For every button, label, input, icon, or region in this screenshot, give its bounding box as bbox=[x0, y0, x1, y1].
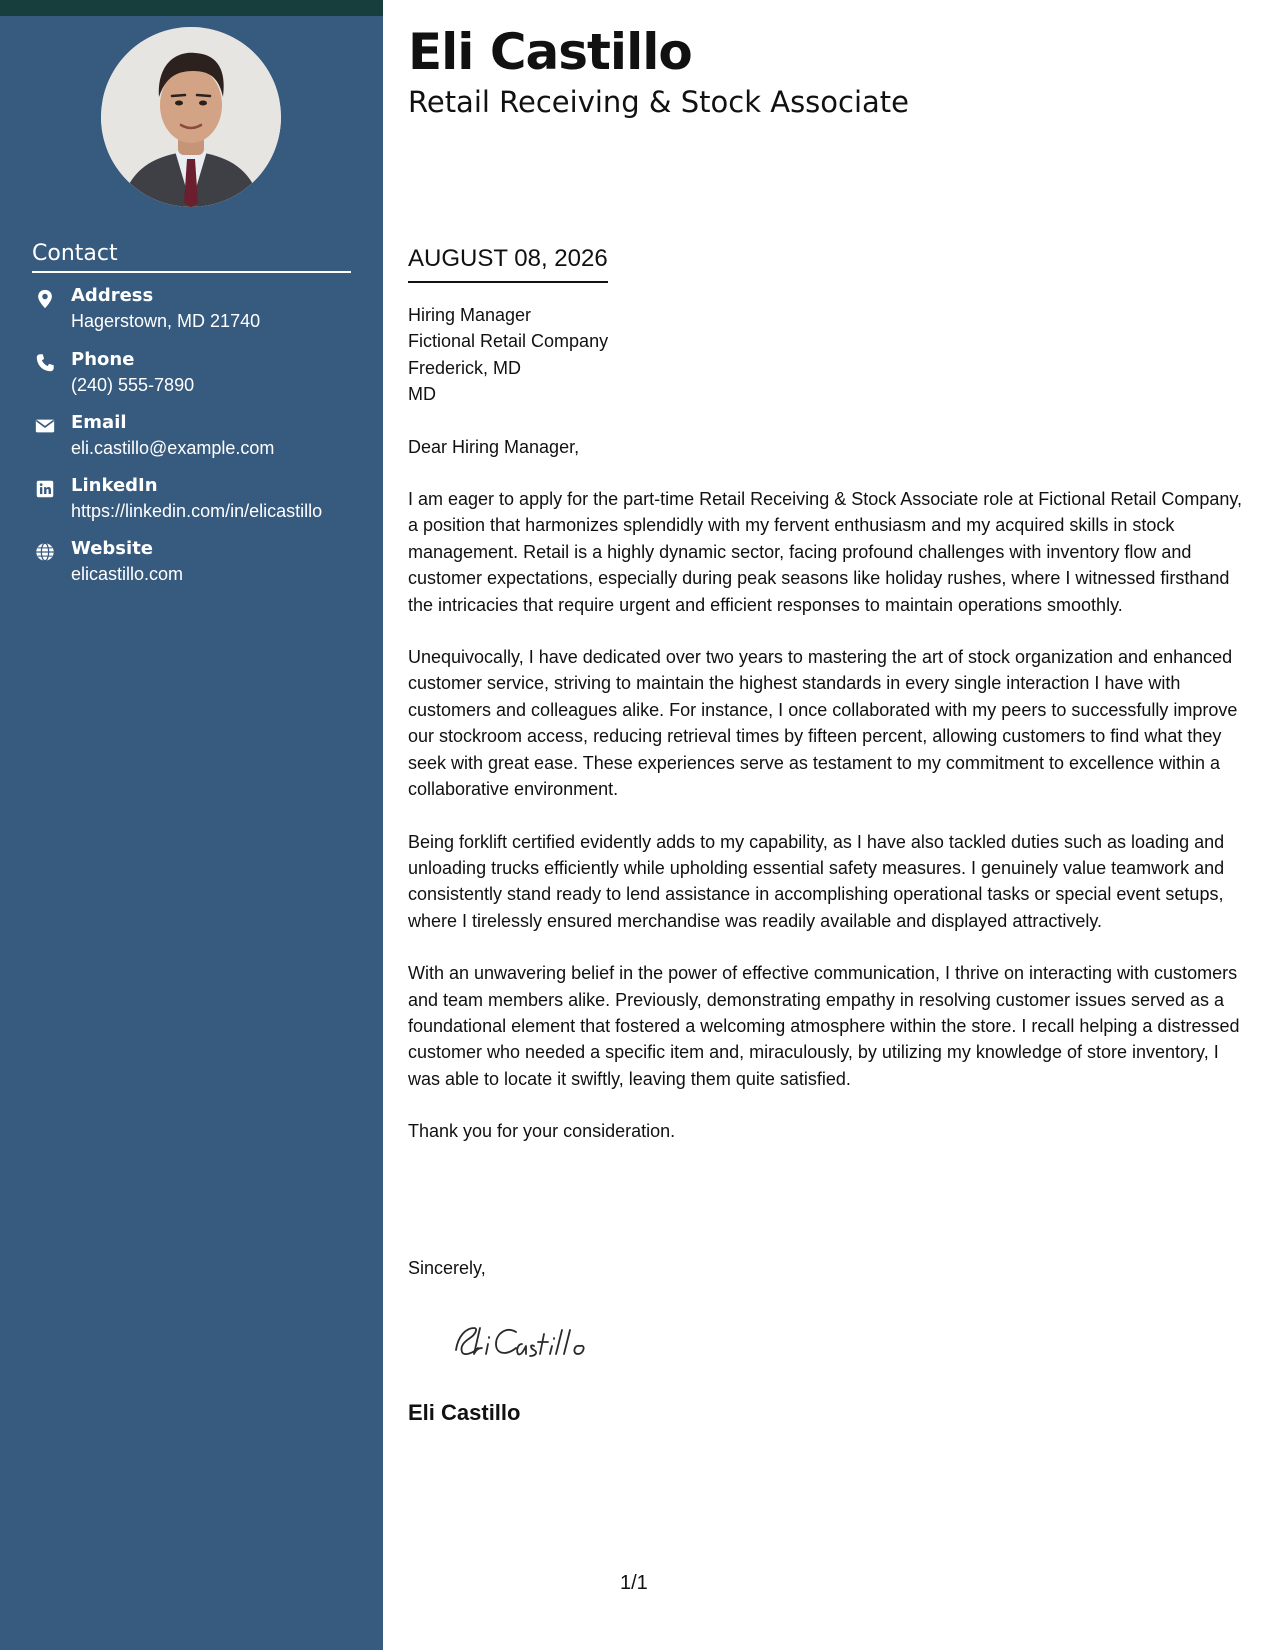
address-value: Hagerstown, MD 21740 bbox=[71, 311, 261, 331]
recipient-line: Hiring Manager bbox=[408, 305, 532, 325]
avatar bbox=[101, 27, 281, 207]
globe-icon bbox=[34, 541, 56, 563]
recipient-line: MD bbox=[408, 384, 436, 405]
sidebar bbox=[0, 0, 383, 1650]
map-pin-icon bbox=[34, 288, 56, 310]
contact-heading: Contact bbox=[32, 240, 351, 273]
website-value[interactable]: elicastillo.com bbox=[71, 564, 184, 584]
contact-label: Website bbox=[71, 538, 154, 559]
contact-label: Email bbox=[71, 412, 127, 433]
handwritten-signature bbox=[448, 1310, 638, 1370]
letter-body bbox=[408, 302, 1248, 1171]
envelope-icon bbox=[34, 415, 56, 437]
contact-phone bbox=[32, 348, 372, 400]
contact-address bbox=[32, 284, 372, 336]
applicant-name: Eli Castillo bbox=[408, 23, 692, 81]
body-paragraph: I am eager to apply for the part-time Retail Receiving & Stock Associate role at Fictional Retail Company, a position that harmonizes splendidly with my fervent enthusiasm and my acquired skills in stock management. Retail is a highly dynamic sector, facing profound challenges with inventory flow and customer expectations, especially during peak seasons like holiday rushes, where I witnessed firsthand the intricacies that require urgent and efficient responses to maintain operations smoothly. bbox=[408, 489, 1243, 615]
avatar-portrait bbox=[101, 27, 281, 207]
sidebar-top-bar bbox=[0, 0, 383, 16]
contact-label: Phone bbox=[71, 349, 135, 370]
recipient-block bbox=[408, 302, 1248, 408]
page-number: 1/1 bbox=[620, 1572, 648, 1594]
contact-label: Address bbox=[71, 285, 154, 306]
linkedin-value[interactable]: https://linkedin.com/in/elicastillo bbox=[71, 501, 323, 521]
signer-name: Eli Castillo bbox=[408, 1400, 521, 1425]
closing: Sincerely, bbox=[408, 1258, 486, 1278]
contact-linkedin bbox=[32, 474, 372, 526]
contact-label: LinkedIn bbox=[71, 475, 158, 496]
recipient-line: Frederick, MD bbox=[408, 357, 522, 378]
linkedin-icon bbox=[34, 478, 56, 500]
body-paragraph: With an unwavering belief in the power of effective communication, I thrive on interacting with customers and team members alike. Previously, demonstrating empathy in resolving customer issues served as a foundational element that fostered a welcoming atmosphere within the store. I recall helping a distressed customer who needed a specific item and, miraculously, by utilizing my knowledge of store inventory, I was able to locate it swiftly, leaving them quite satisfied. bbox=[408, 963, 1240, 1089]
phone-icon bbox=[34, 352, 56, 374]
body-paragraph: Being forklift certified evidently adds to my capability, as I have also tackled duties such as loading and unloading trucks efficiently while upholding essential safety measures. I genuinely value teamwork and consistently stand ready to lend assistance in accomplishing operational tasks or special event setups, where I tirelessly ensured merchandise was readily available and displayed attractively. bbox=[408, 831, 1225, 931]
contact-email bbox=[32, 411, 372, 463]
phone-value: (240) 555-7890 bbox=[71, 375, 195, 395]
email-value[interactable]: eli.castillo@example.com bbox=[71, 438, 275, 458]
contact-website bbox=[32, 537, 372, 589]
thank-you-line: Thank you for your consideration. bbox=[408, 1121, 676, 1142]
body-paragraph: Unequivocally, I have dedicated over two years to mastering the art of stock organization and enhanced customer service, striving to maintain the highest standards in every single interaction I have with customers and colleagues alike. For instance, I once collaborated with my peers to successfully improve our stockroom access, reducing retrieval times by fifteen percent, allowing customers to find what they seek with great ease. These experiences serve as testament to my commitment to excellence within a collaborative environment. bbox=[408, 647, 1238, 800]
job-title: Retail Receiving & Stock Associate bbox=[408, 85, 910, 119]
salutation: Dear Hiring Manager, bbox=[408, 436, 580, 457]
recipient-line: Fictional Retail Company bbox=[408, 331, 609, 352]
letter-date: AUGUST 08, 2026 bbox=[408, 243, 608, 283]
